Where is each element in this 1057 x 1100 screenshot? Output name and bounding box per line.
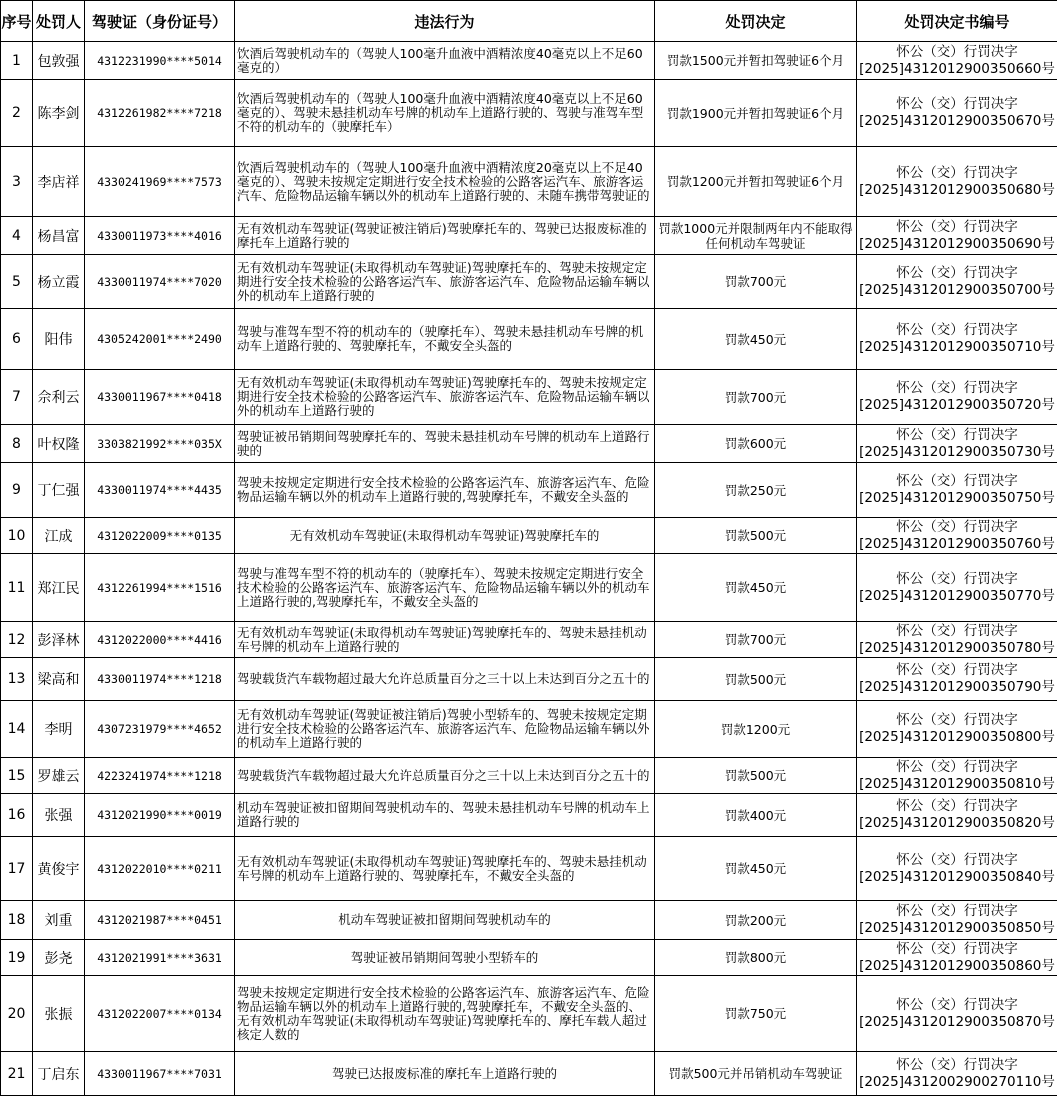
header-doc: 处罚决定书编号 [857,1,1057,42]
table-row [1,976,1057,1052]
row-penalty: 罚款500元 [655,758,857,794]
row-violation: 驾驶未按规定定期进行安全技术检验的公路客运汽车、旅游客运汽车、危险物品运输车辆以外的机动车上道路行驶的,驾驶摩托车，不戴安全头盔的、无有效机动车驾驶证(未取得机动车驾驶证)驾驶摩托车的、摩托车载人超过核定人数的 [235,976,655,1052]
table-row [1,309,1057,370]
row-no: 9 [1,463,33,518]
row-violation: 饮酒后驾驶机动车的（驾驶人100毫升血液中酒精浓度40毫克以上不足60毫克的） [235,42,655,80]
row-name: 刘重 [33,901,85,940]
row-no: 14 [1,701,33,758]
table-row [1,758,1057,794]
row-id: 4330241969****7573 [85,147,235,217]
row-name: 罗雄云 [33,758,85,794]
row-doc [857,80,1057,147]
table-row [1,370,1057,425]
row-id: 4330011974****1218 [85,658,235,701]
row-doc-prefix: 怀公（交）行罚决字 [896,518,1018,535]
header-id: 驾驶证（身份证号） [85,1,235,42]
row-penalty: 罚款250元 [655,463,857,518]
row-no: 17 [1,837,33,901]
row-penalty: 罚款450元 [655,554,857,622]
row-doc-prefix: 怀公（交）行罚决字 [896,473,1018,489]
table-row [1,425,1057,463]
row-id: 4305242001****2490 [85,309,235,370]
row-doc [857,622,1057,658]
row-doc [857,554,1057,622]
row-doc [857,463,1057,518]
row-violation: 机动车驾驶证被扣留期间驾驶机动车的 [235,901,655,940]
table-row [1,518,1057,554]
row-no: 16 [1,794,33,837]
table-row [1,217,1057,255]
row-id: 4330011974****4435 [85,463,235,518]
row-penalty: 罚款600元 [655,425,857,463]
row-doc-number: [2025]4312012900350730号 [859,443,1055,460]
row-name: 阳伟 [33,309,85,370]
row-doc-number: [2025]4312012900350670号 [859,113,1055,129]
row-doc-prefix: 怀公（交）行罚决字 [896,622,1018,639]
row-doc [857,794,1057,837]
row-id: 4312021991****3631 [85,940,235,976]
row-name: 李店祥 [33,147,85,217]
row-name: 丁仁强 [33,463,85,518]
row-doc [857,758,1057,794]
row-doc [857,425,1057,463]
row-doc [857,1052,1057,1096]
row-no: 3 [1,147,33,217]
row-no: 18 [1,901,33,940]
row-violation: 驾驶证被吊销期间驾驶摩托车的、驾驶未悬挂机动车号牌的机动车上道路行驶的 [235,425,655,463]
row-doc [857,42,1057,80]
table-row [1,554,1057,622]
row-doc [857,370,1057,425]
row-doc-prefix: 怀公（交）行罚决字 [896,43,1018,60]
row-doc-number: [2025]4312012900350840号 [859,868,1055,885]
row-penalty: 罚款500元 [655,518,857,554]
row-id: 4330011967****0418 [85,370,235,425]
row-doc-prefix: 怀公（交）行罚决字 [896,1056,1018,1073]
row-doc-prefix: 怀公（交）行罚决字 [896,940,1018,957]
row-name: 杨立霞 [33,255,85,309]
row-name: 彭尧 [33,940,85,976]
row-id: 4312022007****0134 [85,976,235,1052]
row-id: 4307231979****4652 [85,701,235,758]
row-doc-prefix: 怀公（交）行罚决字 [896,570,1018,587]
row-penalty: 罚款200元 [655,901,857,940]
row-doc-number: [2025]4312012900350790号 [859,679,1055,695]
table-row [1,658,1057,701]
row-violation: 机动车驾驶证被扣留期间驾驶机动车的、驾驶未悬挂机动车号牌的机动车上道路行驶的 [235,794,655,837]
row-doc-number: [2025]4312002900270110号 [859,1073,1055,1090]
row-no: 10 [1,518,33,554]
row-name: 郑江民 [33,554,85,622]
row-doc-prefix: 怀公（交）行罚决字 [896,758,1018,775]
header-violation: 违法行为 [235,1,655,42]
row-name: 黄俊宇 [33,837,85,901]
header-no: 序号 [1,1,33,42]
row-penalty: 罚款1500元并暂扣驾驶证6个月 [655,42,857,80]
row-name: 张强 [33,794,85,837]
header-name: 处罚人 [33,1,85,42]
row-doc-prefix: 怀公（交）行罚决字 [896,996,1018,1013]
row-id: 4330011974****7020 [85,255,235,309]
row-penalty: 罚款700元 [655,370,857,425]
row-violation: 无有效机动车驾驶证(未取得机动车驾驶证)驾驶摩托车的、驾驶未按规定定期进行安全技术检验的公路客运汽车、旅游客运汽车、危险物品运输车辆以外的机动车上道路行驶的 [235,370,655,425]
table-row [1,940,1057,976]
row-penalty: 罚款450元 [655,837,857,901]
row-no: 6 [1,309,33,370]
row-doc [857,217,1057,255]
table-row [1,837,1057,901]
row-penalty: 罚款500元并吊销机动车驾驶证 [655,1052,857,1096]
row-doc [857,701,1057,758]
row-name: 江成 [33,518,85,554]
row-no: 19 [1,940,33,976]
row-doc-prefix: 怀公（交）行罚决字 [896,218,1018,235]
row-violation: 驾驶载货汽车载物超过最大允许总质量百分之三十以上未达到百分之五十的 [235,758,655,794]
row-violation: 驾驶已达报废标准的摩托车上道路行驶的 [235,1052,655,1096]
row-doc [857,901,1057,940]
row-doc [857,309,1057,370]
header-row [1,1,1057,42]
table-row [1,147,1057,217]
row-penalty: 罚款700元 [655,255,857,309]
row-doc-number: [2025]4312012900350760号 [859,535,1055,552]
row-id: 4223241974****1218 [85,758,235,794]
row-doc-prefix: 怀公（交）行罚决字 [896,96,1018,112]
row-name: 李明 [33,701,85,758]
row-doc-number: [2025]4312012900350660号 [859,60,1055,77]
table-row [1,255,1057,309]
row-violation: 无有效机动车驾驶证(未取得机动车驾驶证)驾驶摩托车的、驾驶未悬挂机动车号牌的机动车上道路行驶的 [235,622,655,658]
row-doc-prefix: 怀公（交）行罚决字 [896,712,1018,728]
row-violation: 无有效机动车驾驶证(未取得机动车驾驶证)驾驶摩托车的、驾驶未悬挂机动车号牌的机动车上道路行驶的、驾驶摩托车，不戴安全头盔的 [235,837,655,901]
row-violation: 无有效机动车驾驶证(驾驶证被注销后)驾驶小型轿车的、驾驶未按规定定期进行安全技术检验的公路客运汽车、旅游客运汽车、危险物品运输车辆以外的机动车上道路行驶的 [235,701,655,758]
row-id: 4312022010****0211 [85,837,235,901]
row-name: 梁高和 [33,658,85,701]
row-doc [857,976,1057,1052]
row-doc-prefix: 怀公（交）行罚决字 [896,264,1018,281]
row-name: 包敦强 [33,42,85,80]
row-no: 13 [1,658,33,701]
row-id: 4312261982****7218 [85,80,235,147]
row-doc-prefix: 怀公（交）行罚决字 [896,798,1018,814]
header-penalty: 处罚决定 [655,1,857,42]
row-name: 杨昌富 [33,217,85,255]
row-doc-number: [2025]4312012900350770号 [859,587,1055,604]
row-no: 20 [1,976,33,1052]
row-doc-number: [2025]4312012900350720号 [859,397,1055,413]
row-doc [857,255,1057,309]
row-no: 1 [1,42,33,80]
table-row [1,1052,1057,1096]
row-doc [857,658,1057,701]
row-id: 4312021990****0019 [85,794,235,837]
row-penalty: 罚款1900元并暂扣驾驶证6个月 [655,80,857,147]
row-doc-number: [2025]4312012900350750号 [859,490,1055,506]
row-doc-number: [2025]4312012900350700号 [859,281,1055,298]
row-penalty: 罚款700元 [655,622,857,658]
row-penalty: 罚款1000元并限制两年内不能取得任何机动车驾驶证 [655,217,857,255]
row-doc-number: [2025]4312012900350800号 [859,729,1055,745]
row-violation: 无有效机动车驾驶证(未取得机动车驾驶证)驾驶摩托车的 [235,518,655,554]
table-row [1,794,1057,837]
row-id: 4312022009****0135 [85,518,235,554]
row-name: 张振 [33,976,85,1052]
row-no: 12 [1,622,33,658]
row-doc-number: [2025]4312012900350820号 [859,815,1055,831]
row-doc-prefix: 怀公（交）行罚决字 [896,662,1018,678]
row-penalty: 罚款1200元 [655,701,857,758]
row-violation: 驾驶未按规定定期进行安全技术检验的公路客运汽车、旅游客运汽车、危险物品运输车辆以外的机动车上道路行驶的,驾驶摩托车，不戴安全头盔的 [235,463,655,518]
row-doc-number: [2025]4312012900350860号 [859,957,1055,974]
row-id: 4330011973****4016 [85,217,235,255]
row-no: 2 [1,80,33,147]
table-row [1,901,1057,940]
row-doc [857,837,1057,901]
row-doc-number: [2025]4312012900350780号 [859,639,1055,656]
row-doc-number: [2025]4312012900350710号 [859,339,1055,355]
row-violation: 驾驶载货汽车载物超过最大允许总质量百分之三十以上未达到百分之五十的 [235,658,655,701]
row-doc-prefix: 怀公（交）行罚决字 [896,426,1018,443]
row-no: 4 [1,217,33,255]
row-no: 21 [1,1052,33,1096]
row-penalty: 罚款450元 [655,309,857,370]
table-row [1,80,1057,147]
row-doc [857,518,1057,554]
row-id: 4330011967****7031 [85,1052,235,1096]
row-violation: 无有效机动车驾驶证(驾驶证被注销后)驾驶摩托车的、驾驶已达报废标准的摩托车上道路行驶的 [235,217,655,255]
row-id: 4312261994****1516 [85,554,235,622]
row-doc-number: [2025]4312012900350690号 [859,235,1055,252]
row-doc-number: [2025]4312012900350810号 [859,775,1055,792]
table-row [1,622,1057,658]
row-id: 3303821992****035X [85,425,235,463]
row-doc [857,940,1057,976]
row-no: 11 [1,554,33,622]
row-doc-number: [2025]4312012900350850号 [859,920,1055,936]
row-doc-prefix: 怀公（交）行罚决字 [896,322,1018,338]
row-name: 彭泽林 [33,622,85,658]
row-name: 丁启东 [33,1052,85,1096]
row-violation: 饮酒后驾驶机动车的（驾驶人100毫升血液中酒精浓度40毫克以上不足60毫克的）、驾驶未悬挂机动车号牌的机动车上道路行驶的、驾驶与准驾车型不符的机动车的（驶摩托车） [235,80,655,147]
row-violation: 无有效机动车驾驶证(未取得机动车驾驶证)驾驶摩托车的、驾驶未按规定定期进行安全技术检验的公路客运汽车、旅游客运汽车、危险物品运输车辆以外的机动车上道路行驶的 [235,255,655,309]
row-penalty: 罚款750元 [655,976,857,1052]
table-row [1,463,1057,518]
row-penalty: 罚款500元 [655,658,857,701]
row-doc [857,147,1057,217]
row-doc-number: [2025]4312012900350870号 [859,1013,1055,1030]
table-row [1,42,1057,80]
row-doc-prefix: 怀公（交）行罚决字 [896,380,1018,396]
row-violation: 驾驶与准驾车型不符的机动车的（驶摩托车）、驾驶未按规定定期进行安全技术检验的公路客运汽车、旅游客运汽车、危险物品运输车辆以外的机动车上道路行驶的,驾驶摩托车，不戴安全头盔的 [235,554,655,622]
row-id: 4312022000****4416 [85,622,235,658]
row-doc-prefix: 怀公（交）行罚决字 [896,851,1018,868]
row-penalty: 罚款1200元并暂扣驾驶证6个月 [655,147,857,217]
row-penalty: 罚款800元 [655,940,857,976]
row-violation: 驾驶与准驾车型不符的机动车的（驶摩托车）、驾驶未悬挂机动车号牌的机动车上道路行驶的、驾驶摩托车，不戴安全头盔的 [235,309,655,370]
row-penalty: 罚款400元 [655,794,857,837]
table-row [1,701,1057,758]
row-id: 4312231990****5014 [85,42,235,80]
row-name: 叶权隆 [33,425,85,463]
row-violation: 饮酒后驾驶机动车的（驾驶人100毫升血液中酒精浓度20毫克以上不足40毫克的）、驾驶未按规定定期进行安全技术检验的公路客运汽车、旅游客运汽车、危险物品运输车辆以外的机动车上道路行驶的、未随车携带驾驶证的 [235,147,655,217]
row-doc-prefix: 怀公（交）行罚决字 [896,164,1018,181]
row-doc-number: [2025]4312012900350680号 [859,181,1055,198]
row-no: 15 [1,758,33,794]
row-id: 4312021987****0451 [85,901,235,940]
row-violation: 驾驶证被吊销期间驾驶小型轿车的 [235,940,655,976]
row-no: 5 [1,255,33,309]
row-no: 8 [1,425,33,463]
row-name: 佘利云 [33,370,85,425]
row-no: 7 [1,370,33,425]
row-doc-prefix: 怀公（交）行罚决字 [896,903,1018,919]
row-name: 陈李剑 [33,80,85,147]
